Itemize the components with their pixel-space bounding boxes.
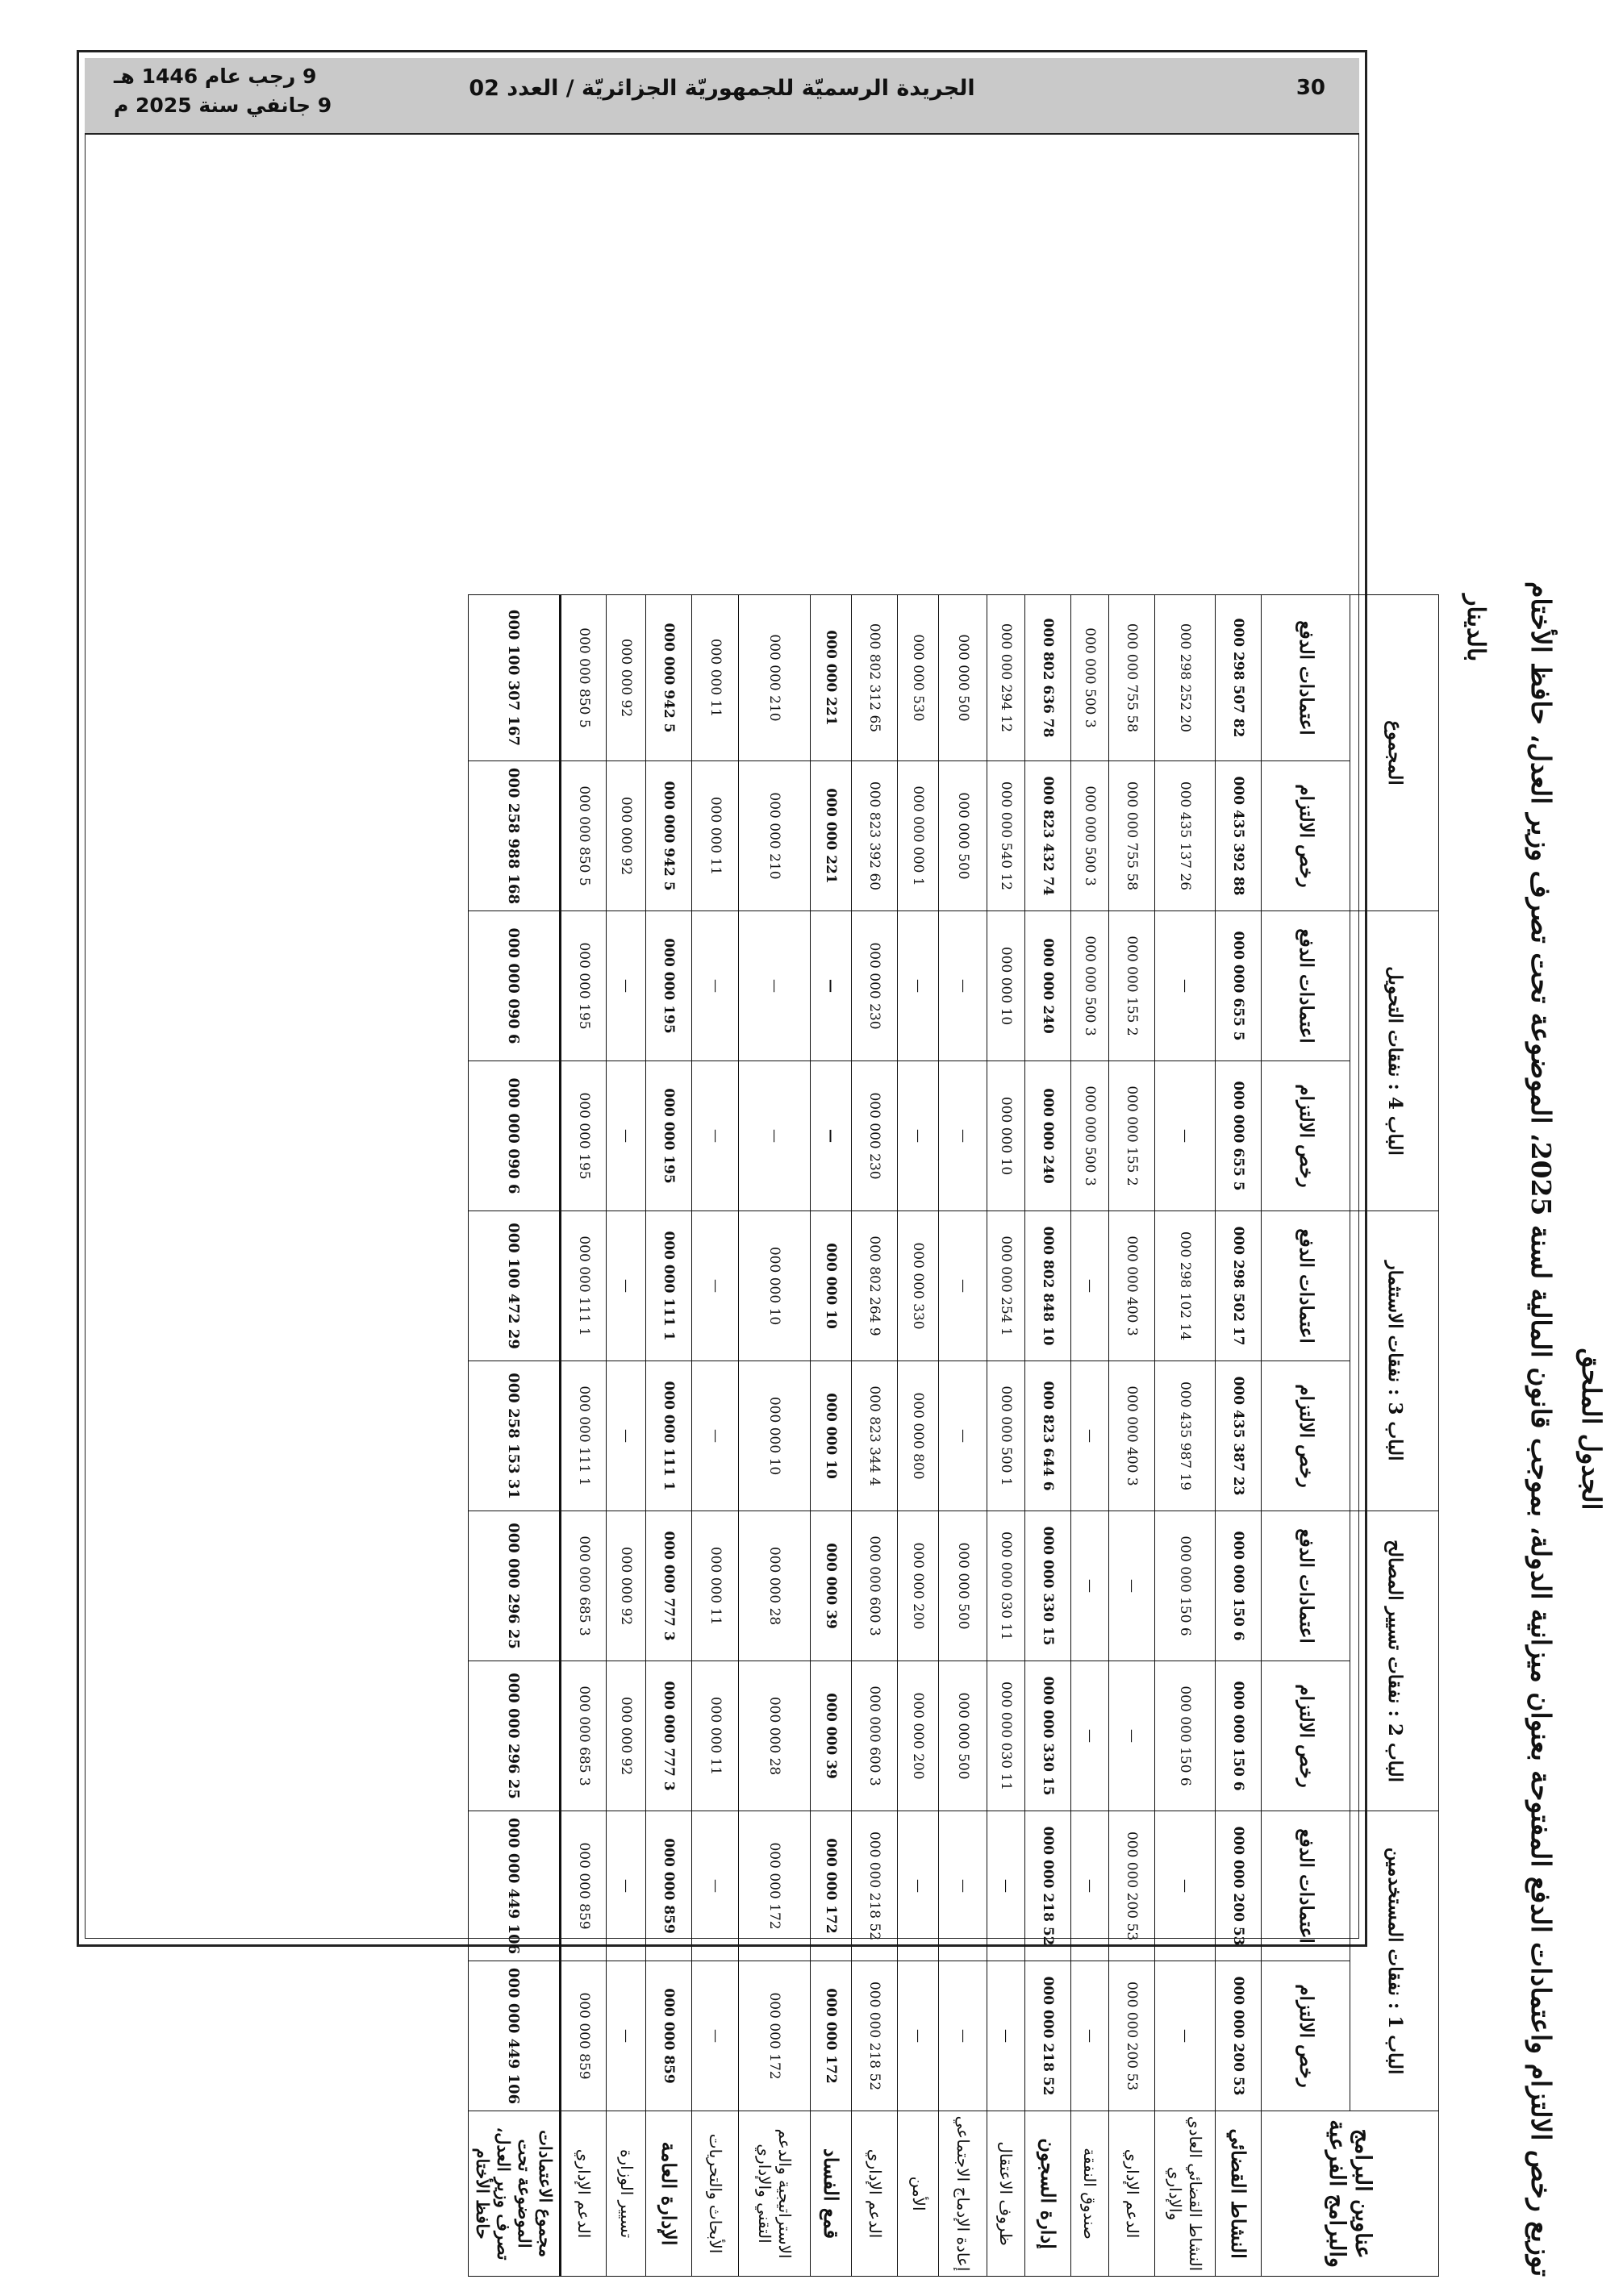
amount-cell: — [692,1211,738,1361]
amount-cell: — [939,1061,987,1211]
amount-cell: — [939,1961,987,2111]
subprogram-row [560,595,606,2277]
total-amount-cell: 6 090 000 000 [469,1061,561,1211]
amount-cell: 52 218 000 000 [1024,1961,1070,2111]
amount-cell: 800 000 000 [898,1361,939,1511]
amount-cell: 3 500 000 000 [1071,911,1109,1061]
amount-cell: 10 848 802 000 [1024,1211,1070,1361]
amount-cell: 1 254 000 000 [987,1211,1025,1361]
unit-label: بالدينار [1462,594,1490,662]
amount-cell: — [898,1811,939,1961]
cp-header: اعتمادات الدفع [1262,1211,1350,1361]
amount-cell: 11 030 000 000 [987,1661,1025,1811]
amount-cell: — [898,1961,939,2111]
table-title: توزيع رخص الالتزام واعتمادات الدفع المفتوحة بعنوان ميزانية الدولة، بموجب قانون المالية لسنة 2025، الموضوعة تحت تصرف وزير العدل، حافظ الأختام [1525,581,1557,2277]
amount-cell: 3 685 000 000 [560,1661,606,1811]
amount-cell: 2 155 000 000 [1108,911,1154,1061]
total-label: مجموع الاعتمادات الموضوعة تحت تصرف وزير العدل، حافظ الأختام [469,2111,561,2277]
subprogram-row [1071,595,1109,2277]
cp-header: اعتمادات الدفع [1262,911,1350,1061]
amount-cell: — [898,1061,939,1211]
subprogram-row [987,595,1025,2277]
amount-cell: 11 000 000 [692,595,738,761]
date-hijri: 9 رجب عام 1446 هـ [114,65,317,88]
subprogram-row [1155,595,1215,2277]
amount-cell: — [1071,1961,1109,2111]
amount-cell: — [939,911,987,1061]
subprogram-row [852,595,898,2277]
amount-cell: 28 000 000 [738,1511,810,1661]
amount-cell: 3 600 000 000 [852,1511,898,1661]
amount-cell: — [1108,1661,1154,1811]
amount-cell: — [1155,1961,1215,2111]
amount-cell: 52 218 000 000 [852,1811,898,1961]
amount-cell: 221 000 000 [811,595,852,761]
amount-cell: — [692,911,738,1061]
subprogram-row [898,595,939,2277]
amount-cell: — [738,911,810,1061]
amount-cell: — [1071,1811,1109,1961]
page-header [85,58,1359,135]
ae-header: رخص الالتزام [1262,761,1350,911]
amount-cell: 3 777 000 000 [646,1661,692,1811]
amount-cell: 65 312 802 000 [852,595,898,761]
amount-cell: 172 000 000 [811,1961,852,2111]
amount-cell: 9 264 802 000 [852,1211,898,1361]
total-amount-cell: 29 472 100 000 [469,1211,561,1361]
amount-cell: 60 392 823 000 [852,761,898,911]
amount-cell: 6 644 823 000 [1024,1361,1070,1511]
cp-header: اعتمادات الدفع [1262,1811,1350,1961]
program-name: النشاط القضائي [1215,2111,1261,2277]
total-amount-cell: 168 988 258 000 [469,761,561,911]
amount-cell: 200 000 000 [898,1661,939,1811]
amount-cell: 210 000 000 [738,595,810,761]
program-name: الإدارة العامة [646,2111,692,2277]
amount-cell: — [607,1811,646,1961]
total-row [469,595,561,2277]
amount-cell: 859 000 000 [646,1811,692,1961]
amount-cell: — [811,911,852,1061]
amount-cell: 92 000 000 [607,1661,646,1811]
ae-header: رخص الالتزام [1262,1061,1350,1211]
amount-cell: 200 000 000 [898,1511,939,1661]
amount-cell: 1 111 000 000 [560,1361,606,1511]
amount-cell: — [607,1061,646,1211]
total-header: المجموع [1350,595,1439,911]
amount-cell: 12 294 000 000 [987,595,1025,761]
amount-cell: 26 137 435 000 [1155,761,1215,911]
amount-cell: — [692,1061,738,1211]
program-name: الدعم الإداري [1108,2111,1154,2277]
amount-cell: 10 000 000 [738,1361,810,1511]
amount-cell: 3 500 000 000 [1071,761,1109,911]
amount-cell: 195 000 000 [560,911,606,1061]
program-name: تسيير الوزارة [607,2111,646,2277]
amount-cell: — [939,1211,987,1361]
amount-cell: — [1071,1661,1109,1811]
header-row-subcols [1262,595,1350,2277]
amount-cell: 172 000 000 [738,1811,810,1961]
amount-cell: 58 755 000 000 [1108,761,1154,911]
ae-header: رخص الالتزام [1262,1661,1350,1811]
amount-cell: 19 987 435 000 [1155,1361,1215,1511]
amount-cell: 4 344 823 000 [852,1361,898,1511]
amount-cell: 11 000 000 [692,1661,738,1811]
amount-cell: — [607,1961,646,2111]
program-row [1215,595,1261,2277]
amount-cell: — [987,1961,1025,2111]
amount-cell: 11 000 000 [692,761,738,911]
amount-cell: 52 218 000 000 [852,1961,898,2111]
amount-cell: 330 000 000 [898,1211,939,1361]
date-gregorian: 9 جانفي سنة 2025 م [114,94,332,117]
amount-cell: 3 777 000 000 [646,1511,692,1661]
amount-cell: 5 655 000 000 [1215,911,1261,1061]
amount-cell: 172 000 000 [811,1811,852,1961]
amount-cell: 92 000 000 [607,761,646,911]
amount-cell: — [1071,1511,1109,1661]
subprogram-row [607,595,646,2277]
amount-cell: 58 755 000 000 [1108,595,1154,761]
amount-cell: 221 000 000 [811,761,852,911]
title1-header: الباب 1 : نفقات المستخدمين [1350,1811,1439,2111]
program-name: ظروف الاعتقال [987,2111,1025,2277]
amount-cell: — [738,1061,810,1211]
amount-cell: — [898,911,939,1061]
amount-cell: — [1071,1361,1109,1511]
amount-cell: 39 000 000 [811,1661,852,1811]
program-name: قمع الفساد [811,2111,852,2277]
amount-cell: 23 387 435 000 [1215,1361,1261,1511]
program-row [1024,595,1070,2277]
amount-cell: 210 000 000 [738,761,810,911]
amount-cell: 88 392 435 000 [1215,761,1261,911]
amount-cell: 53 200 000 000 [1215,1811,1261,1961]
amount-cell: 53 200 000 000 [1108,1961,1154,2111]
program-name: إدارة السجون [1024,2111,1070,2277]
program-name: الدعم الإداري [560,2111,606,2277]
amount-cell: 500 000 000 [939,1511,987,1661]
amount-cell: 5 850 000 000 [560,761,606,911]
amount-cell: 39 000 000 [811,1511,852,1661]
title3-header: الباب 3 : نفقات الاستثمار [1350,1211,1439,1511]
amount-cell: 3 400 000 000 [1108,1361,1154,1511]
amount-cell: — [692,1961,738,2111]
amount-cell: 74 432 823 000 [1024,761,1070,911]
ae-header: رخص الالتزام [1262,1961,1350,2111]
cp-header: اعتمادات الدفع [1262,1511,1350,1661]
program-name: الأمن [898,2111,939,2277]
amount-cell: 6 150 000 000 [1215,1511,1261,1661]
ae-header: رخص الالتزام [1262,1361,1350,1511]
cp-header: اعتمادات الدفع [1262,595,1350,761]
amount-cell: 53 200 000 000 [1215,1961,1261,2111]
amount-cell: — [1108,1511,1154,1661]
amount-cell: 859 000 000 [646,1961,692,2111]
amount-cell: 10 000 000 [738,1211,810,1361]
total-amount-cell: 25 296 000 000 [469,1511,561,1661]
amount-cell: — [1155,1061,1215,1211]
amount-cell: 3 500 000 000 [1071,1061,1109,1211]
amount-cell: 195 000 000 [560,1061,606,1211]
subprogram-row [692,595,738,2277]
amount-cell: 859 000 000 [560,1811,606,1961]
amount-cell: 17 502 298 000 [1215,1211,1261,1361]
table-body [469,595,1262,2277]
amount-cell: 2 155 000 000 [1108,1061,1154,1211]
amount-cell: — [987,1811,1025,1961]
title4-header: الباب 4 : نفقات التحويل [1350,911,1439,1211]
title2-header: الباب 2 : نفقات تسيير المصالح [1350,1511,1439,1811]
amount-cell: 195 000 000 [646,1061,692,1211]
program-row [811,595,852,2277]
amount-cell: 52 218 000 000 [1024,1811,1070,1961]
amount-cell: 859 000 000 [560,1961,606,2111]
amount-cell: 10 000 000 [811,1361,852,1511]
total-amount-cell: 31 153 258 000 [469,1361,561,1511]
amount-cell: — [1155,911,1215,1061]
amount-cell: — [811,1061,852,1211]
amount-cell: 92 000 000 [607,1511,646,1661]
total-amount-cell: 106 449 000 000 [469,1961,561,2111]
amount-cell: 1 111 000 000 [646,1211,692,1361]
amount-cell: 28 000 000 [738,1661,810,1811]
amount-cell: 5 850 000 000 [560,595,606,761]
program-name: الأبحاث والتحريات [692,2111,738,2277]
program-name: الاستراتيجية والدعم التقني والإداري [738,2111,810,2277]
total-amount-cell: 25 296 000 000 [469,1661,561,1811]
allocation-table [468,594,1439,2277]
header-row-titles [1350,595,1439,2277]
amount-cell: 92 000 000 [607,595,646,761]
program-row [646,595,692,2277]
amount-cell: — [939,1361,987,1511]
amount-cell: 5 942 000 000 [646,761,692,911]
amount-cell: 6 150 000 000 [1155,1661,1215,1811]
amount-cell: 3 500 000 000 [1071,595,1109,761]
amount-cell: 195 000 000 [646,911,692,1061]
total-amount-cell: 167 307 100 000 [469,595,561,761]
amount-cell: 12 540 000 000 [987,761,1025,911]
amount-cell: 15 330 000 000 [1024,1661,1070,1811]
amount-cell: 3 400 000 000 [1108,1211,1154,1361]
amount-cell: 15 330 000 000 [1024,1511,1070,1661]
amount-cell: 230 000 000 [852,1061,898,1211]
amount-cell: 11 000 000 [692,1511,738,1661]
amount-cell: — [1071,1211,1109,1361]
amount-cell: 500 000 000 [939,761,987,911]
page-number: 30 [1295,76,1325,100]
amount-cell: 530 000 000 [898,595,939,761]
annex-title: الجدول الملحق [1576,1348,1607,1511]
amount-cell: 172 000 000 [738,1961,810,2111]
amount-cell: — [607,911,646,1061]
amount-cell: — [1155,1811,1215,1961]
program-name: النشاط القضائي العادي والإداري [1155,2111,1215,2277]
amount-cell: 1 111 000 000 [646,1361,692,1511]
amount-cell: — [692,1361,738,1511]
amount-cell: 82 507 298 000 [1215,595,1261,761]
amount-cell: 3 600 000 000 [852,1661,898,1811]
amount-cell: — [607,1361,646,1511]
amount-cell: 5 655 000 000 [1215,1061,1261,1211]
gazette-title: الجريدة الرسميّة للجمهوريّة الجزائريّة / العدد 02 [469,76,975,101]
amount-cell: 240 000 000 [1024,911,1070,1061]
allocation-table-wrapper [468,594,1439,2272]
amount-cell: 53 200 000 000 [1108,1811,1154,1961]
amount-cell: 5 942 000 000 [646,595,692,761]
programs-header: عناوين البرامج والبرامج الفرعية [1262,2111,1439,2277]
amount-cell: 1 111 000 000 [560,1211,606,1361]
amount-cell: 20 252 298 000 [1155,595,1215,761]
rotated-annex [453,562,1623,2296]
amount-cell: 1 500 000 000 [987,1361,1025,1511]
amount-cell: 230 000 000 [852,911,898,1061]
amount-cell: 10 000 000 [811,1211,852,1361]
amount-cell: — [692,1811,738,1961]
amount-cell: 10 000 000 [987,911,1025,1061]
amount-cell: 6 150 000 000 [1155,1511,1215,1661]
program-name: الدعم الإداري [852,2111,898,2277]
amount-cell: 78 636 802 000 [1024,595,1070,761]
amount-cell: 500 000 000 [939,595,987,761]
total-amount-cell: 6 090 000 000 [469,911,561,1061]
amount-cell: 11 030 000 000 [987,1511,1025,1661]
amount-cell: 10 000 000 [987,1061,1025,1211]
amount-cell: — [939,1811,987,1961]
subprogram-row [939,595,987,2277]
subprogram-row [738,595,810,2277]
subprogram-row [1108,595,1154,2277]
amount-cell: 6 150 000 000 [1215,1661,1261,1811]
amount-cell: 240 000 000 [1024,1061,1070,1211]
amount-cell: — [607,1211,646,1361]
amount-cell: 14 102 298 000 [1155,1211,1215,1361]
program-name: إعادة الإدماج الاجتماعي [939,2111,987,2277]
amount-cell: 1 000 000 000 [898,761,939,911]
amount-cell: 500 000 000 [939,1661,987,1811]
total-amount-cell: 106 449 000 000 [469,1811,561,1961]
amount-cell: 3 685 000 000 [560,1511,606,1661]
program-name: صندوق النفقة [1071,2111,1109,2277]
